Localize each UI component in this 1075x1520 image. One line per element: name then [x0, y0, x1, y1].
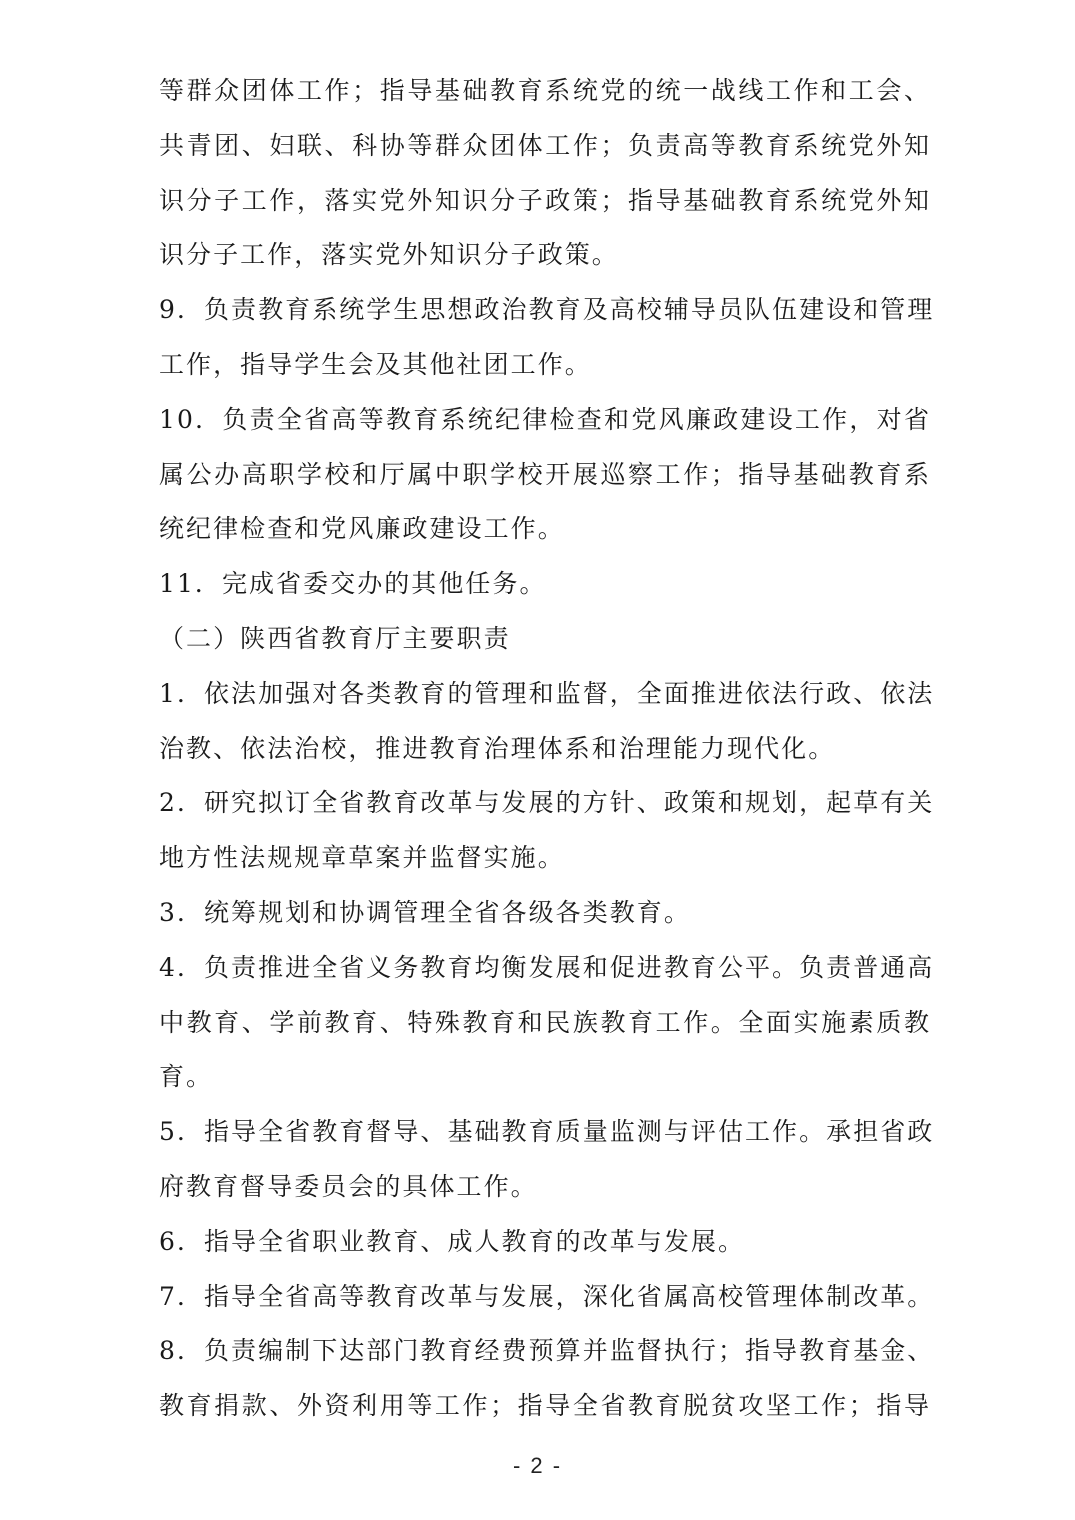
text-line: 8．负责编制下达部门教育经费预算并监督执行；指导教育基金、	[159, 1336, 935, 1366]
text-line: 4．负责推进全省义务教育均衡发展和促进教育公平。负责普通高	[159, 952, 935, 982]
text-line: 等群众团体工作；指导基础教育系统党的统一战线工作和工会、	[159, 76, 931, 105]
text-line: 11．完成省委交办的其他任务。	[159, 569, 547, 599]
text-line: 7．指导全省高等教育改革与发展，深化省属高校管理体制改革。	[159, 1281, 935, 1311]
text-line: 识分子工作，落实党外知识分子政策；指导基础教育系统党外知	[159, 185, 931, 215]
text-line: 共青团、妇联、科协等群众团体工作；负责高等教育系统党外知	[159, 130, 931, 160]
text-line: 地方性法规规章草案并监督实施。	[159, 843, 565, 873]
text-line: 府教育督导委员会的具体工作。	[159, 1171, 538, 1201]
text-line: 识分子工作，落实党外知识分子政策。	[159, 240, 619, 270]
text-line: （二）陕西省教育厅主要职责	[159, 623, 511, 653]
text-line: 中教育、学前教育、特殊教育和民族教育工作。全面实施素质教	[159, 1007, 931, 1037]
page-number: - 2 -	[512, 1453, 563, 1478]
document-body	[159, 64, 935, 1434]
text-line: 3．统筹规划和协调管理全省各级各类教育。	[159, 897, 691, 927]
text-line: 教育捐款、外资利用等工作；指导全省教育脱贫攻坚工作；指导	[159, 1391, 931, 1421]
text-line: 治教、依法治校，推进教育治理体系和治理能力现代化。	[159, 733, 836, 763]
text-line: 1．依法加强对各类教育的管理和监督，全面推进依法行政、依法	[159, 678, 935, 708]
text-line: 工作，指导学生会及其他社团工作。	[159, 349, 592, 379]
text-line: 5．指导全省教育督导、基础教育质量监测与评估工作。承担省政	[159, 1117, 935, 1147]
text-line: 2．研究拟订全省教育改革与发展的方针、政策和规划，起草有关	[159, 788, 935, 818]
text-line: 6．指导全省职业教育、成人教育的改革与发展。	[159, 1226, 746, 1256]
text-line: 9．负责教育系统学生思想政治教育及高校辅导员队伍建设和管理	[159, 295, 935, 325]
text-line: 育。	[159, 1062, 214, 1092]
text-line: 属公办高职学校和厅属中职学校开展巡察工作；指导基础教育系	[159, 459, 931, 489]
text-line: 10．负责全省高等教育系统纪律检查和党风廉政建设工作，对省	[159, 404, 931, 434]
text-line: 统纪律检查和党风廉政建设工作。	[159, 514, 565, 544]
